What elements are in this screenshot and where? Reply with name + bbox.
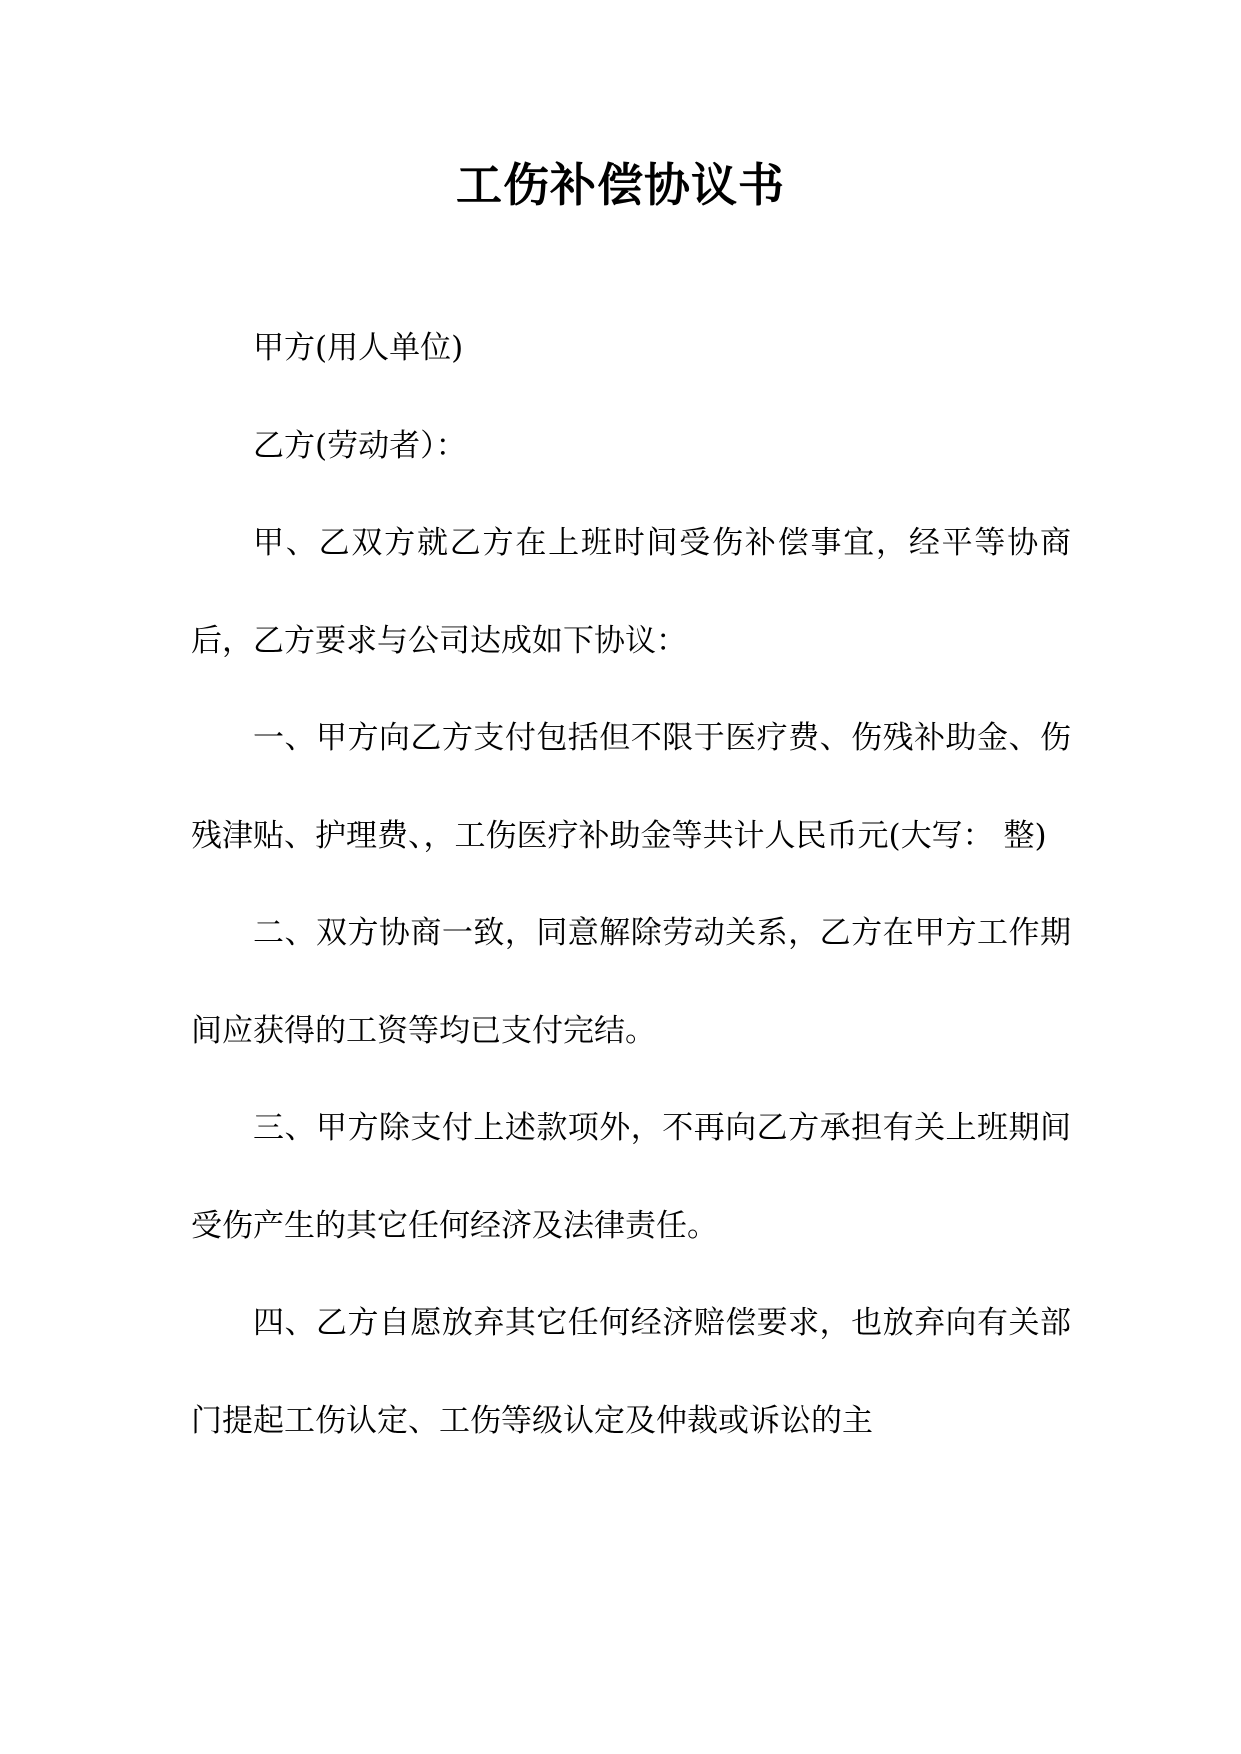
document-body xyxy=(191,300,1071,1470)
preamble-paragraph: 甲、乙双方就乙方在上班时间受伤补偿事宜，经平等协商后，乙方要求与公司达成如下协议： xyxy=(191,525,1071,659)
clause-3: 三、甲方除支付上述款项外，不再向乙方承担有关上班期间受伤产生的其它任何经济及法律责任。 xyxy=(191,1110,1071,1244)
clause-4: 四、乙方自愿放弃其它任何经济赔偿要求，也放弃向有关部门提起工伤认定、工伤等级认定及仲裁或诉讼的主 xyxy=(191,1305,1071,1439)
party-b-line: 乙方(劳动者）： xyxy=(253,427,467,464)
document-title: 工伤补偿协议书 xyxy=(456,158,785,212)
clause-2: 二、双方协商一致，同意解除劳动关系，乙方在甲方工作期间应获得的工资等均已支付完结。 xyxy=(191,915,1071,1049)
clause-1: 一、甲方向乙方支付包括但不限于医疗费、伤残补助金、伤残津贴、护理费、，工伤医疗补助金等共计人民币元(大写： 整) xyxy=(191,720,1071,854)
party-a-line: 甲方(用人单位) xyxy=(253,330,464,366)
